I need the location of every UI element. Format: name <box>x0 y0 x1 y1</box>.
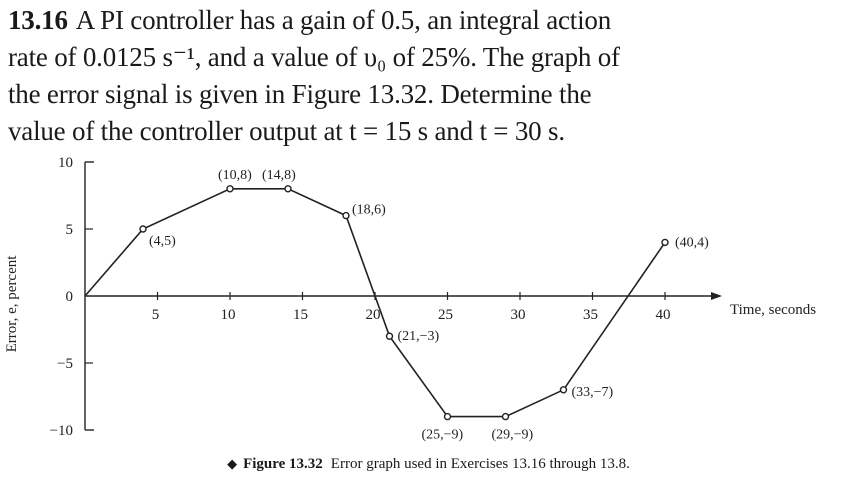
problem-line-3: the error signal is given in Figure 13.32. Determine the <box>8 79 592 109</box>
problem-statement <box>8 2 853 150</box>
y-tick-label: 10 <box>58 155 73 171</box>
y-tick-label: −5 <box>57 356 73 372</box>
data-point <box>387 333 393 339</box>
x-tick-label: 35 <box>583 307 598 323</box>
data-label: (29,−9) <box>491 427 534 443</box>
point-labels <box>149 168 709 443</box>
caption-text: Error graph used in Exercises 13.16 through 13.8. <box>330 456 630 472</box>
x-tick-label: 40 <box>655 307 671 323</box>
data-label: (21,−3) <box>397 329 440 345</box>
data-point <box>445 414 451 420</box>
y-axis-label: Error, e, percent <box>4 255 20 353</box>
data-label: (4,5) <box>149 234 176 249</box>
x-tick-label: 30 <box>510 307 526 323</box>
data-label: (25,−9) <box>421 427 464 443</box>
data-point <box>285 186 291 192</box>
problem-line-4: value of the controller output at t = 15 s and t = 30 s. <box>8 116 565 146</box>
data-point <box>227 186 233 192</box>
problem-line-1 <box>8 2 853 39</box>
error-line <box>85 189 665 417</box>
caption-diamond-icon: ◆ <box>227 456 238 471</box>
data-point <box>343 213 349 219</box>
data-label: (33,−7) <box>571 384 614 400</box>
axes <box>4 162 816 430</box>
data-point <box>503 414 509 420</box>
x-axis-label: Time, seconds <box>730 302 817 318</box>
problem-line-2: rate of 0.0125 s⁻¹, and a value of υ₀ of 25%. The graph of <box>8 42 620 72</box>
x-tick-label: 10 <box>220 307 236 323</box>
data-label: (10,8) <box>218 167 252 183</box>
data-label: (18,6) <box>352 202 386 218</box>
data-point <box>561 387 567 393</box>
x-tick-label: 15 <box>293 307 308 323</box>
x-tick-label: 25 <box>438 307 453 323</box>
figure-caption <box>0 456 857 473</box>
data-point <box>662 239 668 245</box>
x-axis-arrow-icon <box>711 292 722 300</box>
data-label: (40,4) <box>675 235 709 251</box>
y-tick-label: −10 <box>49 423 73 439</box>
error-graph <box>0 150 857 455</box>
x-tick-label: 5 <box>151 307 160 323</box>
data-point <box>140 226 146 232</box>
problem-number: 13.16 <box>8 5 68 35</box>
caption-figure-label: Figure 13.32 <box>243 456 323 472</box>
problem-line-1-text: A PI controller has a gain of 0.5, an integral action <box>75 5 612 35</box>
data-label: (14,8) <box>262 167 296 183</box>
x-tick-label: 20 <box>365 307 381 323</box>
y-tick-label: 0 <box>65 289 73 305</box>
y-tick-label: 5 <box>65 222 73 238</box>
